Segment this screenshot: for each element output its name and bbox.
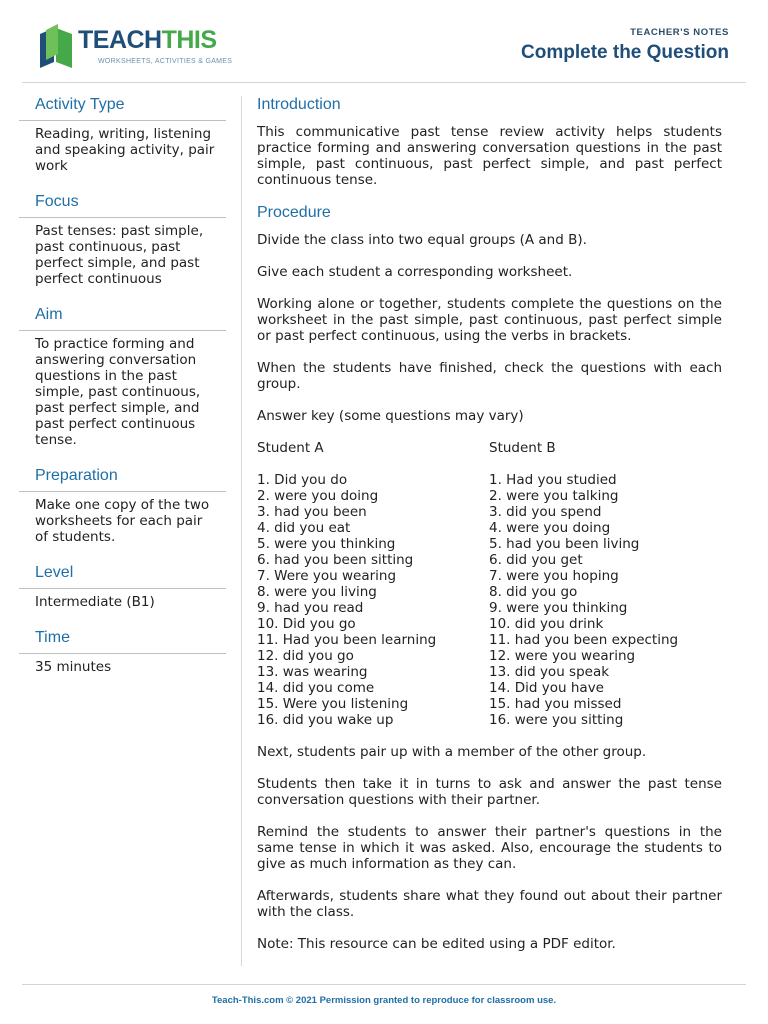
- sidebar-section-focus: [19, 193, 226, 287]
- sidebar-text: Intermediate (B1): [35, 594, 155, 610]
- answer-item: 16. did you wake up: [257, 712, 394, 728]
- answer-item: 9. were you thinking: [489, 600, 628, 616]
- procedure-step: Give each student a corresponding worksheet.: [257, 264, 573, 280]
- introduction-text: This communicative past tense review activity helps students practice forming and answering conversation questions in the past simple, past continuous, past perfect simple, and past perfect continuous tense.: [257, 124, 722, 188]
- answer-item: 11. had you been expecting: [489, 632, 679, 648]
- procedure-heading: Procedure: [257, 204, 331, 221]
- logo-wordmark: [78, 26, 217, 55]
- answer-item: 3. did you spend: [489, 504, 602, 520]
- introduction-heading: Introduction: [257, 96, 341, 113]
- answer-item: 16. were you sitting: [489, 712, 624, 728]
- sidebar-section-preparation: [19, 467, 226, 545]
- footer-copyright: Teach-This.com © 2021 Permission granted to reproduce for classroom use.: [211, 995, 557, 1006]
- answer-item: 13. did you speak: [489, 664, 610, 680]
- logo-word-teach: TEACH: [78, 26, 162, 54]
- sidebar-heading: Activity Type: [19, 96, 226, 121]
- answer-item: 6. did you get: [489, 552, 583, 568]
- open-book-icon: [36, 24, 76, 68]
- answer-item: 10. Did you go: [257, 616, 356, 632]
- teach-this-logo: [36, 24, 236, 70]
- answer-key-student-a: [257, 440, 489, 744]
- answer-item: 2. were you doing: [257, 488, 379, 504]
- answer-item: 1. Had you studied: [489, 472, 617, 488]
- sidebar-text: To practice forming and answering conversation questions in the past simple, past continuous, past perfect simple, and past perfect continuous tense.: [35, 336, 201, 448]
- procedure-step: When the students have finished, check the questions with each group.: [257, 360, 722, 392]
- logo-tagline: WORKSHEETS, ACTIVITIES & GAMES: [98, 58, 233, 65]
- answer-item: 4. were you doing: [489, 520, 611, 536]
- answer-item: 13. was wearing: [257, 664, 368, 680]
- answer-item: 5. were you thinking: [257, 536, 396, 552]
- answer-item: 6. had you been sitting: [257, 552, 414, 568]
- answer-item: 5. had you been living: [489, 536, 640, 552]
- procedure-step: Next, students pair up with a member of the other group.: [257, 744, 647, 760]
- sidebar-heading: Preparation: [19, 467, 226, 492]
- sidebar-text: Make one copy of the two worksheets for each pair of students.: [35, 497, 210, 545]
- sidebar-text: 35 minutes: [35, 659, 112, 675]
- answer-key-column-heading: Student A: [257, 440, 324, 456]
- answer-key: [257, 440, 722, 744]
- answer-item: 12. did you go: [257, 648, 354, 664]
- sidebar-section-time: [19, 629, 226, 675]
- procedure-step: Remind the students to answer their partner's questions in the same tense in which it was asked. Also, encourage the students to give as much information as they can.: [257, 824, 722, 872]
- procedure-step: Working alone or together, students complete the questions on the worksheet in the past simple, past continuous, past perfect simple or past perfect continuous, using the verbs in brackets.: [257, 296, 722, 344]
- logo-word-this: THIS: [161, 26, 217, 54]
- procedure-step: Afterwards, students share what they found out about their partner with the class.: [257, 888, 722, 920]
- answer-item: 7. Were you wearing: [257, 568, 397, 584]
- answer-item: 3. had you been: [257, 504, 367, 520]
- procedure-step: Students then take it in turns to ask and answer the past tense conversation questions with their partner.: [257, 776, 722, 808]
- editor-note: Note: This resource can be edited using a PDF editor.: [257, 936, 616, 952]
- answer-item: 8. did you go: [489, 584, 578, 600]
- answer-item: 8. were you living: [257, 584, 377, 600]
- sidebar-section-activity-type: [19, 96, 226, 174]
- main-content: [257, 96, 722, 968]
- sidebar-section-aim: [19, 306, 226, 448]
- page-title: Complete the Question: [521, 42, 729, 63]
- answer-key-student-b: [489, 440, 721, 744]
- header-right: [521, 27, 729, 64]
- answer-item: 9. had you read: [257, 600, 364, 616]
- answer-item: 15. Were you listening: [257, 696, 409, 712]
- answer-key-intro: Answer key (some questions may vary): [257, 408, 524, 424]
- answer-item: 2. were you talking: [489, 488, 619, 504]
- answer-item: 14. did you come: [257, 680, 375, 696]
- answer-list: [489, 472, 721, 728]
- answer-item: 12. were you wearing: [489, 648, 636, 664]
- answer-key-column-heading: Student B: [489, 440, 556, 456]
- column-divider: [241, 96, 242, 966]
- answer-item: 7. were you hoping: [489, 568, 619, 584]
- answer-item: 14. Did you have: [489, 680, 604, 696]
- sidebar-text: Reading, writing, listening and speaking activity, pair work: [35, 126, 215, 174]
- teachers-notes-label: TEACHER'S NOTES: [630, 27, 729, 38]
- answer-item: 11. Had you been learning: [257, 632, 437, 648]
- sidebar-heading: Time: [19, 629, 226, 654]
- answer-item: 4. did you eat: [257, 520, 351, 536]
- sidebar-section-level: [19, 564, 226, 610]
- sidebar-heading: Focus: [19, 193, 226, 218]
- answer-item: 1. Did you do: [257, 472, 348, 488]
- header-divider: [22, 82, 746, 83]
- answer-item: 10. did you drink: [489, 616, 604, 632]
- sidebar: [19, 96, 226, 694]
- sidebar-text: Past tenses: past simple, past continuous, past perfect simple, and past perfect continuous: [35, 223, 204, 287]
- procedure-step: Divide the class into two equal groups (A and B).: [257, 232, 587, 248]
- footer-divider: [22, 984, 746, 985]
- answer-list: [257, 472, 489, 728]
- sidebar-heading: Level: [19, 564, 226, 589]
- answer-item: 15. had you missed: [489, 696, 622, 712]
- sidebar-heading: Aim: [19, 306, 226, 331]
